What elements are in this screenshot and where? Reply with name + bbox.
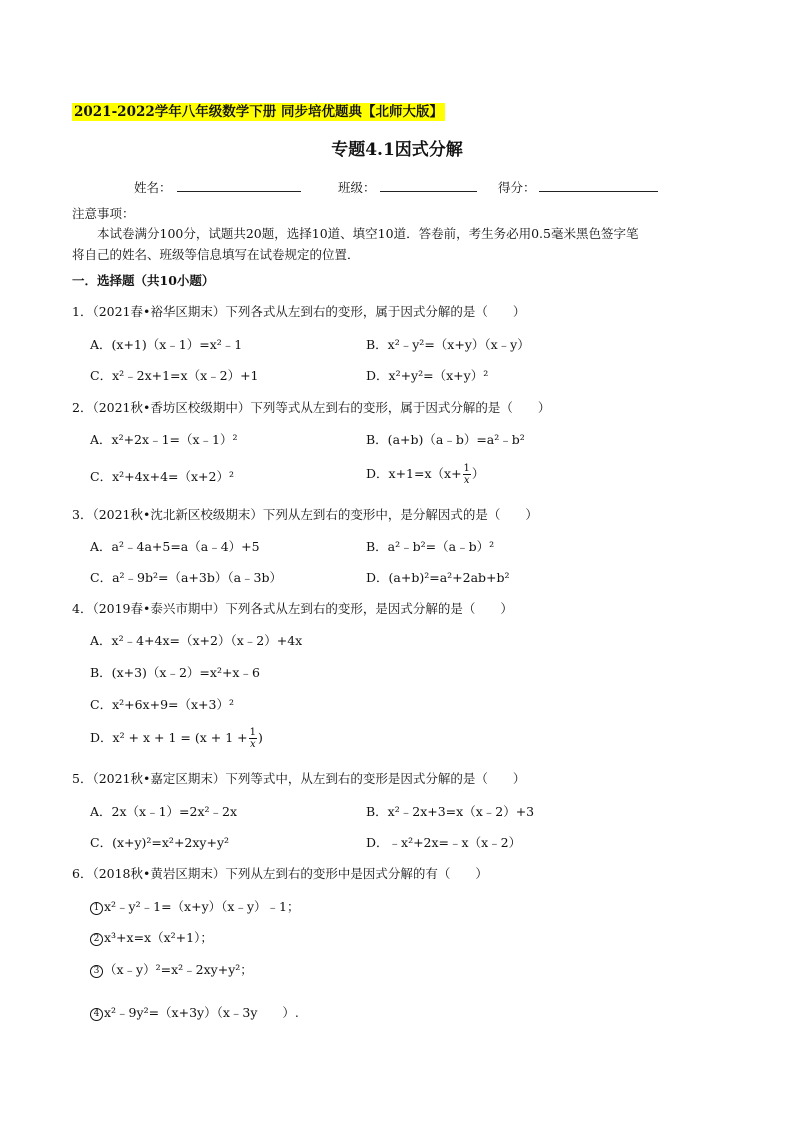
question-1-stem: 1．（2021春•裕华区期末）下列各式从左到右的变形，属于因式分解的是（ ） bbox=[72, 304, 526, 319]
notice-label: 注意事项： bbox=[72, 206, 135, 221]
circled-number-3: 3 bbox=[90, 965, 103, 978]
question-1-option-a[interactable]: A．(x+1)（x﹣1）=x²﹣1 bbox=[90, 337, 243, 352]
question-1-option-d[interactable]: D．x²+y²=（x+y）² bbox=[366, 368, 489, 383]
question-3-option-a[interactable]: A．a²﹣4a+5=a（a﹣4）+5 bbox=[90, 539, 260, 554]
question-3-option-b[interactable]: B．a²﹣b²=（a﹣b）² bbox=[366, 539, 495, 554]
question-4-option-b[interactable]: B．(x+3)（x﹣2）=x²+x﹣6 bbox=[90, 665, 260, 680]
class-label: 班级： bbox=[338, 180, 376, 195]
option-d-tail: ） bbox=[471, 466, 485, 481]
question-6-item-4: 4 x²﹣9y²=（x+3y）（x﹣3y ）. bbox=[90, 1005, 299, 1021]
fraction: $\frac{1}{x}$ bbox=[249, 727, 256, 750]
question-4-option-c[interactable]: C．x²+6x+9=（x+3）² bbox=[90, 697, 234, 712]
question-4-stem: 4．（2019春•泰兴市期中）下列各式从左到右的变形，是因式分解的是（ ） bbox=[72, 601, 513, 616]
page-title: 专题4.1因式分解 bbox=[331, 140, 463, 160]
question-6-item-1: 1 x²﹣y²﹣1=（x+y）（x﹣y）﹣1； bbox=[90, 899, 299, 915]
question-5-option-c[interactable]: C．(x+y)²=x²+2xy+y² bbox=[90, 835, 230, 850]
question-2-option-d[interactable] bbox=[366, 463, 484, 486]
notice-line-2: 将自己的姓名、班级等信息填写在试卷规定的位置． bbox=[72, 247, 360, 262]
question-1-option-b[interactable]: B．x²﹣y²=（x+y）（x﹣y） bbox=[366, 337, 530, 352]
question-2-option-b[interactable]: B．(a+b)（a﹣b）=a²﹣b² bbox=[366, 432, 525, 447]
question-2-option-a[interactable]: A．x²+2x﹣1=（x﹣1）² bbox=[90, 432, 238, 447]
question-6-item-3: 3 （x﹣y）²=x²﹣2xy+y²； bbox=[90, 962, 253, 978]
section-title: 一．选择题（共10小题） bbox=[72, 273, 215, 288]
notice-line-1: 本试卷满分100分，试题共20题，选择10道、填空10道．答卷前，考生务必用0.5毫米黑色签字笔 bbox=[97, 226, 639, 241]
question-4-option-d[interactable] bbox=[90, 727, 263, 750]
question-5-option-a[interactable]: A．2x（x﹣1）=2x²﹣2x bbox=[90, 804, 238, 819]
question-3-option-d[interactable]: D．(a+b)²=a²+2ab+b² bbox=[366, 570, 510, 585]
question-4-option-a[interactable]: A．x²﹣4+4x=（x+2）（x﹣2）+4x bbox=[90, 633, 303, 648]
question-1-option-c[interactable]: C．x²﹣2x+1=x（x﹣2）+1 bbox=[90, 368, 259, 383]
name-field[interactable] bbox=[177, 191, 301, 192]
question-5-stem: 5．（2021秋•嘉定区期末）下列等式中，从左到右的变形是因式分解的是（ ） bbox=[72, 771, 526, 786]
score-label: 得分： bbox=[498, 180, 536, 195]
circled-number-4: 4 bbox=[90, 1008, 103, 1021]
question-3-stem: 3．（2021秋•沈北新区校级期末）下列从左到右的变形中，是分解因式的是（ ） bbox=[72, 507, 538, 522]
score-field[interactable] bbox=[539, 191, 658, 192]
name-label: 姓名： bbox=[134, 180, 172, 195]
option-d-tail: ) bbox=[257, 730, 263, 745]
question-2-option-c[interactable]: C．x²+4x+4=（x+2）² bbox=[90, 469, 234, 484]
question-5-option-b[interactable]: B．x²﹣2x+3=x（x﹣2）+3 bbox=[366, 804, 535, 819]
question-6-item-2: 2 x³+x=x（x²+1）； bbox=[90, 930, 213, 946]
circled-number-1: 1 bbox=[90, 902, 103, 915]
circled-number-2: 2 bbox=[90, 933, 103, 946]
fraction: $\frac{1}{x}$ bbox=[463, 463, 470, 486]
header-banner: 2021-2022学年八年级数学下册 同步培优题典【北师大版】 bbox=[74, 104, 443, 120]
option-d-text: D．x² + x + 1 = (x + 1 + bbox=[90, 730, 248, 745]
option-d-text: D．x+1=x（x+ bbox=[366, 466, 462, 481]
class-field[interactable] bbox=[380, 191, 477, 192]
question-5-option-d[interactable]: D．﹣x²+2x=﹣x（x﹣2） bbox=[366, 835, 522, 850]
question-2-stem: 2．（2021秋•香坊区校级期中）下列等式从左到右的变形，属于因式分解的是（ ） bbox=[72, 400, 551, 415]
question-6-stem: 6．（2018秋•黄岩区期末）下列从左到右的变形中是因式分解的有（ ） bbox=[72, 866, 488, 881]
question-3-option-c[interactable]: C．a²﹣9b²=（a+3b）（a﹣3b） bbox=[90, 570, 283, 585]
